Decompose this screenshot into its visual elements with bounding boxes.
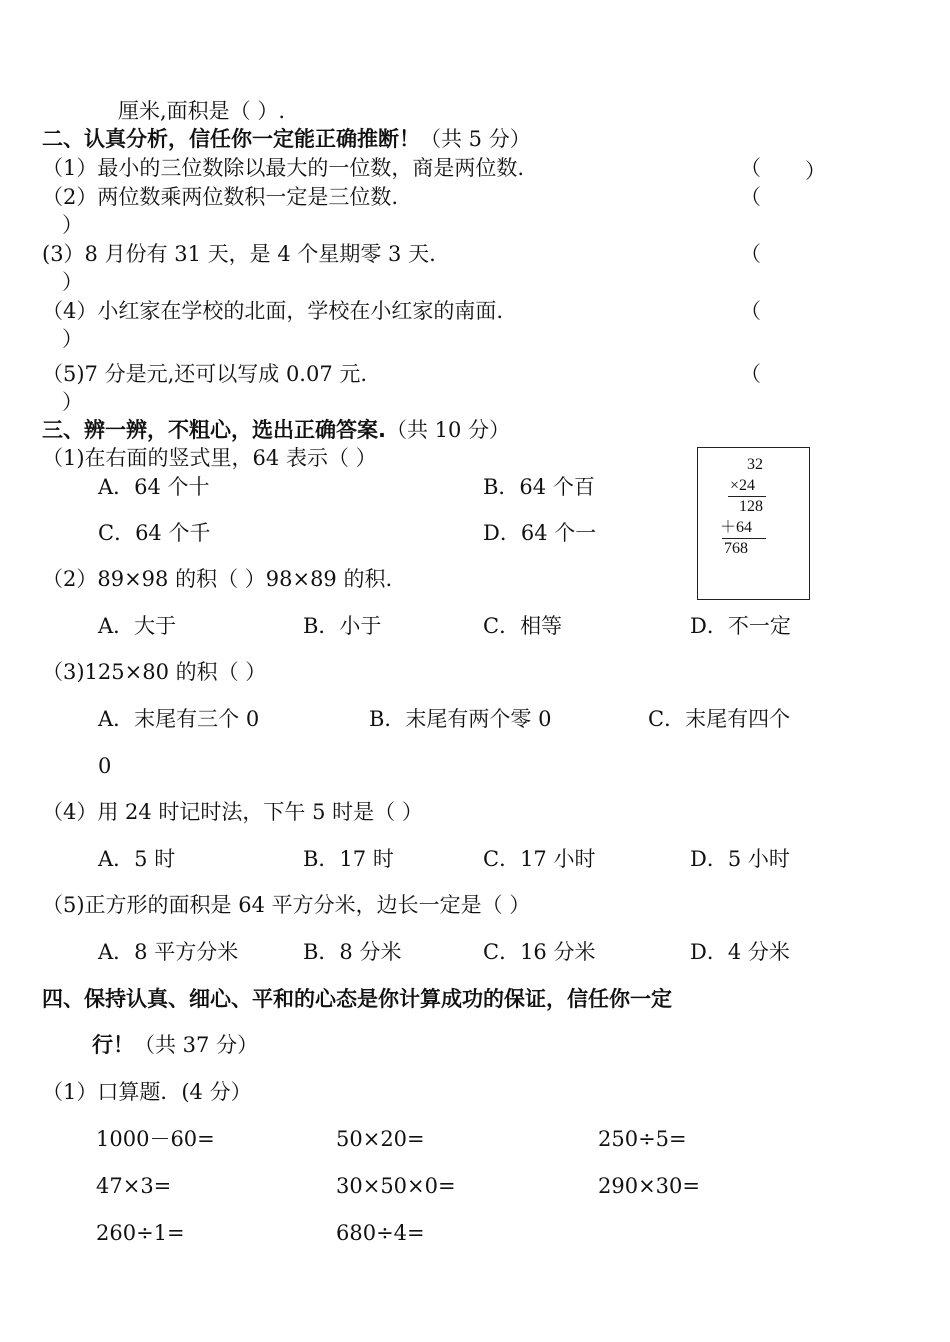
s3-q5-option-d[interactable]: D．4 分米 — [690, 940, 790, 964]
s2-item-3: (3）8 月份有 31 天，是 4 个星期零 3 天. — [42, 242, 436, 266]
calc-item: 260÷1= — [96, 1221, 185, 1245]
s3-q5-option-c[interactable]: C．16 分米 — [483, 940, 596, 964]
calc-item: 680÷4= — [336, 1221, 425, 1245]
calc-item: 1000－60= — [96, 1127, 215, 1151]
s2-item-1: （1）最小的三位数除以最大的一位数，商是两位数. — [42, 156, 525, 180]
calc-item: 30×50×0= — [336, 1174, 456, 1198]
s4-sub1-title: （1）口算题．(4 分） — [42, 1080, 252, 1104]
s3-q1-option-a[interactable]: A．64 个十 — [98, 475, 210, 499]
section-2-points: （共 5 分） — [420, 127, 531, 151]
s3-q3-option-a[interactable]: A．末尾有三个 0 — [98, 707, 260, 731]
s3-q3-option-c[interactable]: C．末尾有四个 — [648, 707, 791, 731]
vcalc-multiplier: ×24 — [730, 477, 756, 494]
vcalc-partial-2: ＋64 — [720, 519, 753, 536]
s3-q2-option-c[interactable]: C．相等 — [483, 614, 563, 638]
s2-item-5: （5)7 分是元,还可以写成 0.07 元. — [42, 362, 368, 386]
section-2-heading: 二、认真分析，信任你一定能正确推断！ — [42, 127, 420, 151]
calc-item: 290×30= — [598, 1174, 700, 1198]
vcalc-partial-1: 128 — [739, 498, 763, 515]
s2-item-4-paren-close: ） — [62, 327, 83, 351]
section-3-title — [42, 417, 510, 443]
s3-q2-stem: （2）89×98 的积（ ）98×89 的积. — [42, 567, 393, 591]
s3-q4-option-b[interactable]: B．17 时 — [303, 847, 394, 871]
vcalc-multiplicand: 32 — [747, 456, 763, 473]
s3-q3-stem: （3)125×80 的积（ ） — [42, 660, 267, 684]
vcalc-product: 768 — [724, 540, 748, 557]
s3-q1-stem: （1)在右面的竖式里，64 表示（ ） — [42, 446, 377, 470]
s2-item-2: （2）两位数乘两位数积一定是三位数. — [42, 185, 399, 209]
vcalc-rule-2 — [722, 538, 766, 539]
s3-q3-option-c-continued: 0 — [98, 754, 112, 778]
s3-q5-option-b[interactable]: B．8 分米 — [303, 940, 402, 964]
section-4-heading-end: 行！ — [92, 1033, 134, 1057]
area-answer-line: 厘米,面积是（ ）. — [118, 99, 286, 123]
s2-item-2-paren-open[interactable]: （ — [740, 185, 761, 209]
section-2-title — [42, 126, 531, 152]
s3-q1-option-c[interactable]: C．64 个千 — [98, 521, 211, 545]
s3-q4-option-d[interactable]: D．5 小时 — [690, 847, 790, 871]
s2-item-2-paren-close: ） — [62, 213, 83, 237]
s3-q2-option-b[interactable]: B．小于 — [303, 614, 382, 638]
s3-q1-option-d[interactable]: D．64 个一 — [483, 521, 597, 545]
section-4-title-line-1: 四、保持认真、细心、平和的心态是你计算成功的保证，信任你一定 — [42, 987, 672, 1011]
s3-q5-option-a[interactable]: A．8 平方分米 — [98, 940, 239, 964]
vcalc-rule-1 — [728, 496, 766, 497]
calc-item: 47×3= — [96, 1174, 172, 1198]
section-3-points: （共 10 分） — [385, 418, 511, 442]
s3-q1-option-b[interactable]: B．64 个百 — [483, 475, 595, 499]
s3-q4-option-a[interactable]: A．5 时 — [98, 847, 176, 871]
s2-item-4-paren-open[interactable]: （ — [740, 299, 761, 323]
section-4-points: （共 37 分） — [134, 1033, 259, 1057]
s3-q2-option-d[interactable]: D．不一定 — [690, 614, 791, 638]
s2-item-4: （4）小红家在学校的北面，学校在小红家的南面. — [42, 299, 504, 323]
section-3-heading: 三、辨一辨，不粗心，选出正确答案. — [42, 418, 386, 442]
calc-item: 50×20= — [336, 1127, 425, 1151]
s2-item-3-paren-close: ） — [62, 270, 83, 294]
s3-q5-stem: （5)正方形的面积是 64 平方分米，边长一定是（ ） — [42, 893, 531, 917]
s2-item-5-paren-open[interactable]: （ — [740, 362, 761, 386]
s2-item-1-paren-open[interactable]: （ — [740, 156, 761, 180]
section-4-title-line-2 — [92, 1032, 258, 1058]
s2-item-5-paren-close: ） — [62, 390, 83, 414]
vertical-multiplication-box — [697, 447, 810, 600]
s2-item-3-paren-open[interactable]: （ — [740, 242, 761, 266]
s3-q2-option-a[interactable]: A．大于 — [98, 614, 177, 638]
calc-item: 250÷5= — [598, 1127, 687, 1151]
s2-item-1-paren-close: ） — [805, 159, 826, 183]
s3-q4-option-c[interactable]: C．17 小时 — [483, 847, 596, 871]
s3-q3-option-b[interactable]: B．末尾有两个零 0 — [369, 707, 552, 731]
s3-q4-stem: （4）用 24 时记时法，下午 5 时是（ ） — [42, 800, 423, 824]
